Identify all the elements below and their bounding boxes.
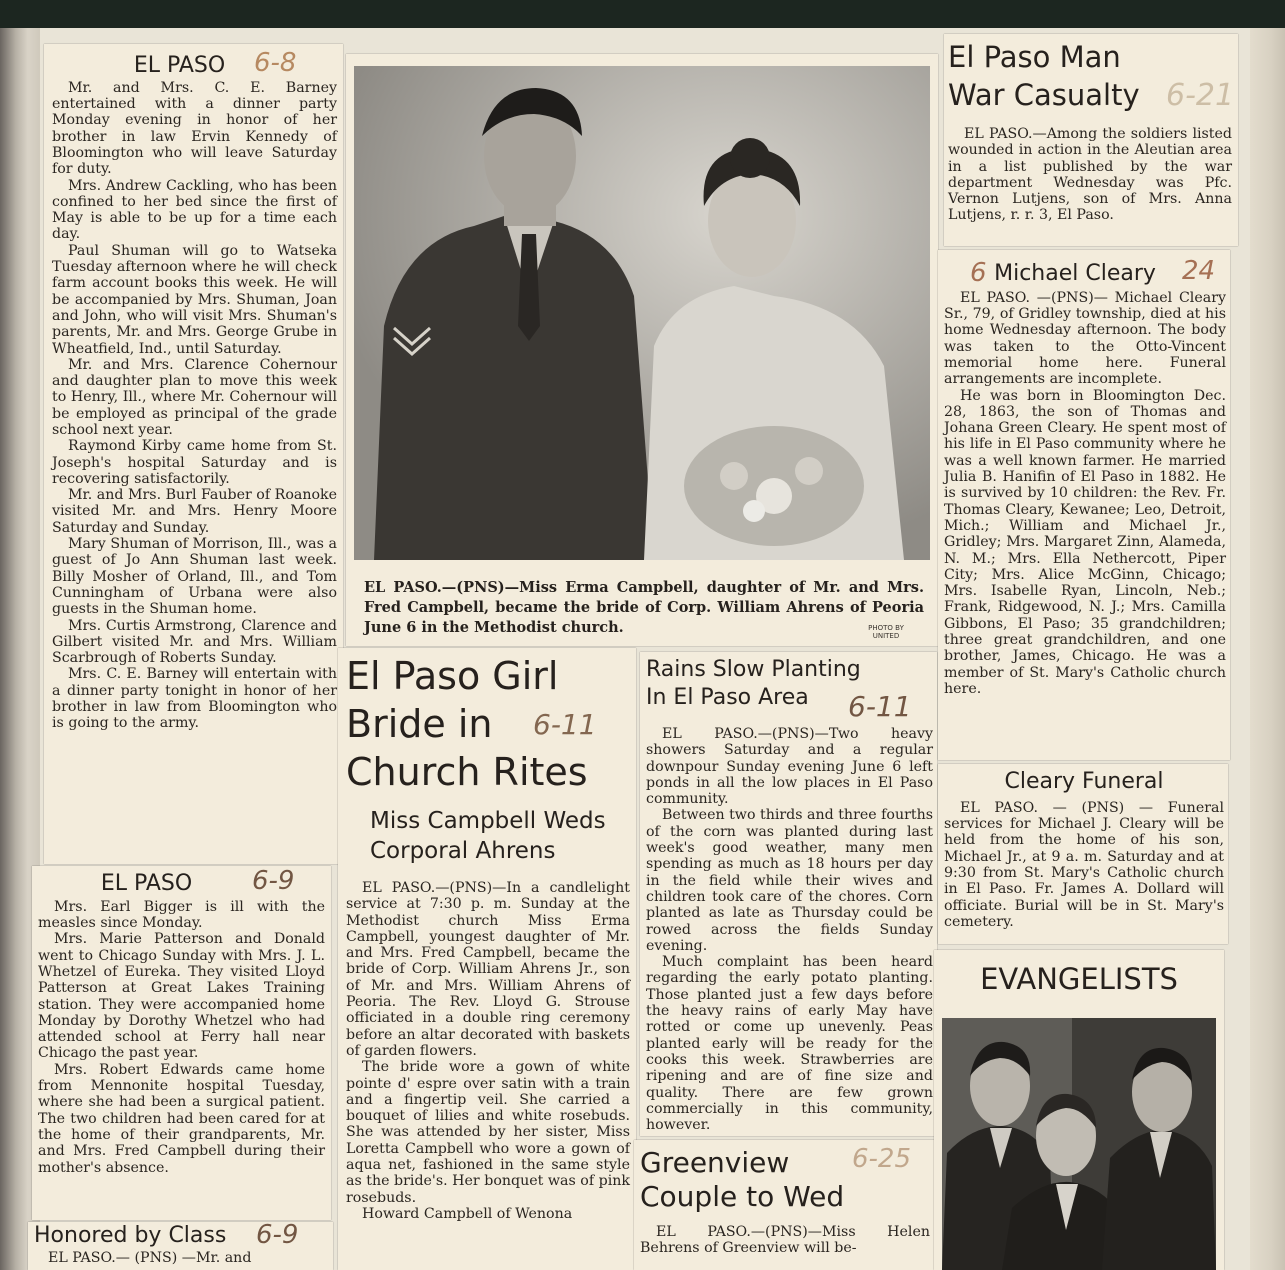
- paragraph: EL PASO. —(PNS)— Michael Cleary Sr., 79, of Gridley township, died at his home Wednesday afternoon. The body was taken to the Otto-Vincent memorial home here. Funeral arrangements are incomplete.: [944, 289, 1226, 388]
- clipping-headline: Michael Cleary: [994, 261, 1156, 286]
- clipping-headline: El Paso Girl Bride in Church Rites: [346, 654, 588, 794]
- paragraph: Much complaint has been heard regarding the early potato planting. Those planted just a few days before the heavy rains of early May have rotted or come up unevenly. Peas planted early will be ready for the cooks this week. Strawberries are ripening and are of fine size and quality. There are few grown commercially in this community, however.: [646, 954, 933, 1134]
- paragraph: Mrs. Andrew Cackling, who has been confined to her bed since the first of May is able to be up for a time each day.: [52, 177, 337, 243]
- paragraph: Raymond Kirby came home from St. Joseph's hospital Saturday and is recovering satisfactorily.: [52, 438, 337, 487]
- clipping-el-paso-6-9: [32, 866, 331, 1220]
- handwritten-date: 24: [1182, 256, 1216, 286]
- paragraph: EL PASO.—(PNS)—In a candlelight service at 7:30 p. m. Sunday at the Methodist church Miss Erma Campbell, youngest daughter of Mr. and Mrs. Fred Campbell, became the bride of Corp. William Ahrens Jr., son of Mr. and Mrs. William Ahrens of Peoria. The Rev. Lloyd G. Strouse officiated in a double ring ceremony before an altar decorated with baskets of garden flowers.: [346, 880, 630, 1059]
- clipping-honored-by-class: [28, 1222, 333, 1270]
- clipping-body: [52, 80, 337, 732]
- handwritten-date: 6-25: [852, 1144, 912, 1174]
- paragraph: The bride wore a gown of white pointe d' espre over satin with a train and a fingertip veil. She carried a bouquet of lilies and white rosebuds. She was attended by her sister, Miss Loretta Campbell who wore a gown of aqua net, fashioned in the same style as the bride's. Her bonquet was of pink rosebuds.: [346, 1059, 630, 1206]
- paragraph: Mrs. Robert Edwards came home from Mennonite hospital Tuesday, where she had been a surgical patient. The two children had been cared for at the home of their grandparents, Mr. and Mrs. Fred Campbell during their mother's absence.: [38, 1061, 325, 1176]
- wedding-photo: [354, 66, 930, 560]
- clipping-cleary-funeral: [938, 764, 1228, 944]
- paragraph: Mr. and Mrs. Burl Fauber of Roanoke visited Mr. and Mrs. Henry Moore Saturday and Sunday.: [52, 487, 337, 536]
- clipping-headline: EVANGELISTS: [980, 962, 1178, 996]
- paragraph: Between two thirds and three fourths of the corn was planted during last week's good weather, many men spending as much as 18 hours per day in the field while their wives and children took care of the chores. Corn planted as late as Thursday could be rowed across the fields Sunday evening.: [646, 807, 933, 954]
- clipping-headline: Rains Slow Planting In El Paso Area: [646, 657, 861, 710]
- clipping-body: EL PASO.— (PNS) —Mr. and: [48, 1249, 252, 1266]
- clipping-headline: Greenview Couple to Wed: [640, 1146, 845, 1213]
- page-edge: [1250, 28, 1285, 1270]
- paragraph: Mary Shuman of Morrison, Ill., was a guest of Jo Ann Shuman last week. Billy Mosher of Orland, Ill., and Tom Cunningham of Urbana were also guests in the Shuman home.: [52, 536, 337, 618]
- handwritten-date: 6-9: [256, 1222, 299, 1250]
- clipping-wedding-photo: [346, 54, 938, 646]
- paragraph: Mrs. Earl Bigger is ill with the measles since Monday.: [38, 898, 325, 932]
- clipping-body: [646, 726, 933, 1133]
- three-men-image: [942, 1018, 1216, 1270]
- clipping-headline: Cleary Funeral: [1004, 769, 1164, 794]
- paragraph: Mrs. Curtis Armstrong, Clarence and Gilbert visited Mr. and Mrs. William Scarbrough of Roberts Sunday.: [52, 617, 337, 667]
- bride-groom-image: [354, 66, 930, 560]
- paragraph: Howard Campbell of Wenona: [362, 1205, 573, 1222]
- clipping-evangelists: [934, 950, 1224, 1270]
- handwritten-date: 6-11: [848, 690, 912, 723]
- paragraph: He was born in Bloomington Dec. 28, 1863, the son of Thomas and Johana Green Cleary. He spent most of his life in El Paso community where he was a well known farmer. He married Julia B. Hanifin of El Paso in 1882. He is survived by 10 children: the Rev. Fr. Thomas Cleary, Kewanee; Leo, Detroit, Mich.; William and Michael Jr., Gridley; Mrs. Margaret Zinn, Alameda, N. M.; Mrs. Ella Nethercott, Piper City; Mrs. Alice McGinn, Chicago; Mrs. Isabelle Ryan, Lincoln, Neb.; Frank, Ridgewood, N. J.; Mrs. Camilla Gibbons, El Paso; 35 grandchildren; three great grandchildren, and one brother, James, Chicago. He was a member of St. Mary's Catholic church here.: [944, 387, 1226, 697]
- handwritten-date: 6-9: [252, 866, 295, 896]
- clipping-body: [346, 880, 630, 1222]
- clipping-subhead: Miss Campbell Weds Corporal Ahrens: [370, 808, 606, 864]
- clipping-body: [944, 290, 1226, 697]
- handwritten-date: 6-11: [533, 708, 597, 741]
- clipping-body: EL PASO.—(PNS)—Miss Helen Behrens of Greenview will be-: [640, 1224, 930, 1257]
- clipping-greenview-couple: [634, 1140, 936, 1270]
- clipping-michael-cleary: [938, 250, 1230, 760]
- clipping-headline: El Paso Man War Casualty: [948, 40, 1140, 112]
- paragraph: Mr. and Mrs. Clarence Cohernour and daughter plan to move this week to Henry, Ill., where Mr. Cohernour will be employed as principal of the grade school next year.: [52, 356, 337, 438]
- paragraph: EL PASO.—(PNS)—Two heavy showers Saturday and a regular downpour Sunday evening June 6 left ponds in all the low places in El Paso community.: [646, 726, 933, 808]
- clipping-heading: EL PASO: [100, 871, 193, 896]
- clipping-heading: EL PASO: [133, 53, 226, 78]
- handwritten-date: 6-21: [1166, 78, 1235, 113]
- paragraph: Paul Shuman will go to Watseka Tuesday afternoon where he will check farm account books this week. He will be accompanied by Mrs. Shuman, Joan and John, who will visit Mrs. Shuman's parents, Mr. and Mrs. George Grube in Wheatfield, Ind., until Saturday.: [52, 242, 337, 357]
- clipping-rains-slow-planting: [640, 652, 937, 1136]
- evangelists-photo: [942, 1018, 1216, 1270]
- clipping-bride-church-rites: [338, 648, 636, 1270]
- clipping-body: EL PASO. — (PNS) — Funeral services for Michael J. Cleary will be held from the home of his son, Michael Jr., at 9 a. m. Saturday and at 9:30 from St. Mary's Catholic church in El Paso. Fr. James A. Dollard will officiate. Burial will be in St. Mary's cemetery.: [944, 799, 1224, 930]
- clipping-el-paso-6-8: [44, 44, 343, 864]
- clipping-headline: Honored by Class: [34, 1223, 227, 1248]
- clipping-body: [38, 899, 325, 1176]
- paragraph: Mrs. Marie Patterson and Donald went to Chicago Sunday with Mrs. J. L. Whetzel of Eureka. They visited Lloyd Patterson at Great Lakes Training station. They were accompanied home Monday by Dorothy Whetzel who had attended school at Ferry hall near Chicago the past year.: [38, 931, 325, 1062]
- paragraph: Mr. and Mrs. C. E. Barney entertained with a dinner party Monday evening in honor of her brother in law Ervin Kennedy of Bloomington who will leave Saturday for duty.: [52, 79, 337, 178]
- photo-credit: PHOTO BY UNITED: [868, 624, 904, 640]
- clipping-war-casualty: [944, 34, 1238, 246]
- clipping-body: EL PASO.—Among the soldiers listed wounded in action in the Aleutian area in a list published by the war department Wednesday was Pfc. Vernon Lutjens, son of Mrs. Anna Lutjens, r. r. 3, El Paso.: [948, 126, 1232, 224]
- photo-caption: EL PASO.—(PNS)—Miss Erma Campbell, daughter of Mr. and Mrs. Fred Campbell, became the bride of Corp. William Ahrens of Peoria June 6 in the Methodist church.: [364, 579, 924, 636]
- handwritten-date: 6: [970, 258, 987, 288]
- paragraph: Mrs. C. E. Barney will entertain with a dinner party tonight in honor of her brother in law from Bloomington who is going to the army.: [52, 666, 337, 732]
- handwritten-date: 6-8: [254, 48, 297, 78]
